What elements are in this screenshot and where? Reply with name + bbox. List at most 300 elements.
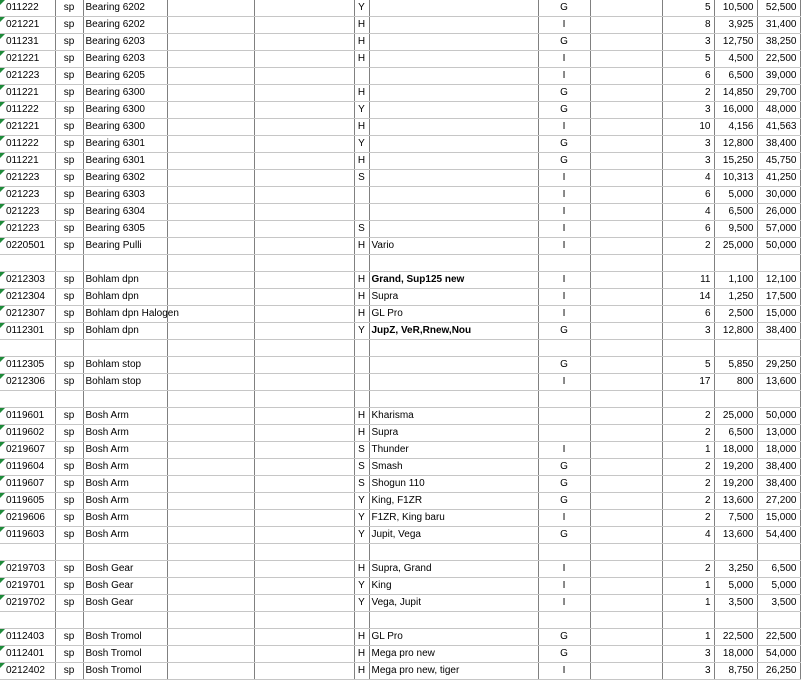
type-cell[interactable]: sp	[55, 459, 83, 476]
model-cell[interactable]	[369, 85, 538, 102]
item-name-cell[interactable]: Bearing 6302	[83, 170, 167, 187]
empty-cell[interactable]	[254, 221, 354, 238]
model-cell[interactable]	[369, 374, 538, 391]
item-code-cell[interactable]	[0, 0, 55, 17]
item-name-cell[interactable]: Bohlam dpn	[83, 272, 167, 289]
empty-cell[interactable]	[590, 34, 662, 51]
empty-cell[interactable]	[167, 595, 254, 612]
empty-cell[interactable]	[167, 0, 254, 17]
empty-cell[interactable]	[167, 425, 254, 442]
empty-cell[interactable]	[254, 306, 354, 323]
quantity-cell[interactable]: 17	[662, 374, 714, 391]
item-code-cell[interactable]	[0, 374, 55, 391]
price-cell[interactable]: 7,500	[714, 510, 757, 527]
model-cell[interactable]	[369, 544, 538, 561]
empty-cell[interactable]	[590, 0, 662, 17]
group-cell[interactable]: G	[538, 493, 590, 510]
item-code-cell[interactable]	[0, 493, 55, 510]
item-name-cell[interactable]: Bearing 6301	[83, 136, 167, 153]
empty-cell[interactable]	[590, 578, 662, 595]
quantity-cell[interactable]: 2	[662, 493, 714, 510]
empty-cell[interactable]	[254, 493, 354, 510]
price-cell[interactable]	[714, 391, 757, 408]
price-cell[interactable]: 25,000	[714, 408, 757, 425]
brand-code-cell[interactable]: H	[354, 663, 369, 680]
group-cell[interactable]: I	[538, 238, 590, 255]
price-cell[interactable]: 22,500	[714, 629, 757, 646]
empty-cell[interactable]	[590, 442, 662, 459]
price-cell[interactable]	[714, 255, 757, 272]
item-code-cell[interactable]	[0, 663, 55, 680]
item-name-cell[interactable]	[83, 255, 167, 272]
brand-code-cell[interactable]	[354, 68, 369, 85]
brand-code-cell[interactable]	[354, 255, 369, 272]
item-name-cell[interactable]: Bosh Gear	[83, 595, 167, 612]
empty-cell[interactable]	[254, 510, 354, 527]
empty-cell[interactable]	[167, 17, 254, 34]
item-code-cell[interactable]	[0, 612, 55, 629]
price-cell[interactable]: 19,200	[714, 459, 757, 476]
quantity-cell[interactable]: 5	[662, 51, 714, 68]
item-name-cell[interactable]: Bosh Arm	[83, 442, 167, 459]
empty-cell[interactable]	[167, 34, 254, 51]
brand-code-cell[interactable]: H	[354, 289, 369, 306]
empty-cell[interactable]	[590, 646, 662, 663]
type-cell[interactable]: sp	[55, 442, 83, 459]
empty-cell[interactable]	[254, 646, 354, 663]
item-code-cell[interactable]	[0, 306, 55, 323]
type-cell[interactable]: sp	[55, 306, 83, 323]
group-cell[interactable]: G	[538, 646, 590, 663]
item-name-cell[interactable]: Bearing 6304	[83, 204, 167, 221]
empty-cell[interactable]	[167, 119, 254, 136]
item-code-cell[interactable]	[0, 340, 55, 357]
model-cell[interactable]	[369, 612, 538, 629]
group-cell[interactable]: I	[538, 510, 590, 527]
quantity-cell[interactable]: 11	[662, 272, 714, 289]
total-cell[interactable]: 54,400	[757, 527, 800, 544]
brand-code-cell[interactable]	[354, 612, 369, 629]
empty-cell[interactable]	[590, 527, 662, 544]
quantity-cell[interactable]: 2	[662, 561, 714, 578]
empty-cell[interactable]	[590, 323, 662, 340]
type-cell[interactable]: sp	[55, 595, 83, 612]
empty-cell[interactable]	[590, 136, 662, 153]
total-cell[interactable]: 30,000	[757, 187, 800, 204]
item-code-cell[interactable]	[0, 221, 55, 238]
brand-code-cell[interactable]: H	[354, 408, 369, 425]
item-code-cell[interactable]	[0, 85, 55, 102]
quantity-cell[interactable]: 4	[662, 204, 714, 221]
empty-cell[interactable]	[167, 187, 254, 204]
model-cell[interactable]: Mega pro new, tiger	[369, 663, 538, 680]
quantity-cell[interactable]: 6	[662, 221, 714, 238]
empty-cell[interactable]	[167, 442, 254, 459]
item-name-cell[interactable]: Bohlam dpn Halogen	[83, 306, 167, 323]
group-cell[interactable]: I	[538, 17, 590, 34]
total-cell[interactable]: 5,000	[757, 578, 800, 595]
type-cell[interactable]: sp	[55, 51, 83, 68]
type-cell[interactable]: sp	[55, 102, 83, 119]
quantity-cell[interactable]: 2	[662, 425, 714, 442]
type-cell[interactable]: sp	[55, 119, 83, 136]
model-cell[interactable]: Vario	[369, 238, 538, 255]
empty-cell[interactable]	[590, 119, 662, 136]
type-cell[interactable]: sp	[55, 408, 83, 425]
price-cell[interactable]: 2,500	[714, 306, 757, 323]
type-cell[interactable]: sp	[55, 187, 83, 204]
group-cell[interactable]: G	[538, 459, 590, 476]
quantity-cell[interactable]: 1	[662, 629, 714, 646]
item-code-cell[interactable]	[0, 595, 55, 612]
empty-cell[interactable]	[254, 578, 354, 595]
item-code-cell[interactable]	[0, 119, 55, 136]
group-cell[interactable]: I	[538, 221, 590, 238]
brand-code-cell[interactable]: H	[354, 51, 369, 68]
item-code-cell[interactable]	[0, 459, 55, 476]
total-cell[interactable]: 27,200	[757, 493, 800, 510]
model-cell[interactable]: Smash	[369, 459, 538, 476]
brand-code-cell[interactable]: H	[354, 425, 369, 442]
item-code-cell[interactable]	[0, 323, 55, 340]
empty-cell[interactable]	[590, 629, 662, 646]
quantity-cell[interactable]: 4	[662, 527, 714, 544]
model-cell[interactable]	[369, 34, 538, 51]
total-cell[interactable]: 13,600	[757, 374, 800, 391]
price-cell[interactable]: 5,000	[714, 578, 757, 595]
model-cell[interactable]	[369, 17, 538, 34]
item-name-cell[interactable]: Bearing 6300	[83, 102, 167, 119]
group-cell[interactable]: G	[538, 136, 590, 153]
empty-cell[interactable]	[254, 442, 354, 459]
total-cell[interactable]: 38,400	[757, 459, 800, 476]
type-cell[interactable]: sp	[55, 136, 83, 153]
total-cell[interactable]: 12,100	[757, 272, 800, 289]
model-cell[interactable]: Supra	[369, 425, 538, 442]
quantity-cell[interactable]: 3	[662, 663, 714, 680]
quantity-cell[interactable]: 8	[662, 17, 714, 34]
empty-cell[interactable]	[167, 629, 254, 646]
total-cell[interactable]: 13,000	[757, 425, 800, 442]
brand-code-cell[interactable]	[354, 544, 369, 561]
model-cell[interactable]	[369, 102, 538, 119]
brand-code-cell[interactable]: H	[354, 85, 369, 102]
type-cell[interactable]: sp	[55, 374, 83, 391]
total-cell[interactable]: 38,400	[757, 136, 800, 153]
total-cell[interactable]: 18,000	[757, 442, 800, 459]
empty-cell[interactable]	[167, 136, 254, 153]
empty-cell[interactable]	[254, 51, 354, 68]
item-name-cell[interactable]	[83, 340, 167, 357]
group-cell[interactable]: I	[538, 578, 590, 595]
empty-cell[interactable]	[254, 340, 354, 357]
empty-cell[interactable]	[590, 187, 662, 204]
price-cell[interactable]: 13,600	[714, 493, 757, 510]
price-cell[interactable]: 5,000	[714, 187, 757, 204]
item-name-cell[interactable]: Bosh Arm	[83, 425, 167, 442]
price-cell[interactable]	[714, 612, 757, 629]
empty-cell[interactable]	[590, 493, 662, 510]
brand-code-cell[interactable]: H	[354, 629, 369, 646]
empty-cell[interactable]	[167, 238, 254, 255]
brand-code-cell[interactable]: H	[354, 153, 369, 170]
price-cell[interactable]: 15,250	[714, 153, 757, 170]
empty-cell[interactable]	[167, 340, 254, 357]
empty-cell[interactable]	[254, 289, 354, 306]
price-cell[interactable]: 3,500	[714, 595, 757, 612]
empty-cell[interactable]	[590, 306, 662, 323]
type-cell[interactable]: sp	[55, 153, 83, 170]
price-cell[interactable]: 12,750	[714, 34, 757, 51]
type-cell[interactable]	[55, 391, 83, 408]
empty-cell[interactable]	[254, 459, 354, 476]
brand-code-cell[interactable]: H	[354, 561, 369, 578]
empty-cell[interactable]	[254, 629, 354, 646]
type-cell[interactable]: sp	[55, 476, 83, 493]
brand-code-cell[interactable]	[354, 187, 369, 204]
empty-cell[interactable]	[167, 561, 254, 578]
item-name-cell[interactable]: Bosh Gear	[83, 578, 167, 595]
model-cell[interactable]	[369, 391, 538, 408]
empty-cell[interactable]	[254, 238, 354, 255]
item-code-cell[interactable]	[0, 204, 55, 221]
item-code-cell[interactable]	[0, 153, 55, 170]
empty-cell[interactable]	[590, 340, 662, 357]
price-cell[interactable]: 13,600	[714, 527, 757, 544]
empty-cell[interactable]	[254, 187, 354, 204]
brand-code-cell[interactable]: Y	[354, 578, 369, 595]
price-cell[interactable]: 14,850	[714, 85, 757, 102]
empty-cell[interactable]	[254, 204, 354, 221]
total-cell[interactable]: 15,000	[757, 306, 800, 323]
model-cell[interactable]	[369, 0, 538, 17]
empty-cell[interactable]	[167, 102, 254, 119]
price-cell[interactable]: 5,850	[714, 357, 757, 374]
empty-cell[interactable]	[167, 612, 254, 629]
type-cell[interactable]	[55, 612, 83, 629]
brand-code-cell[interactable]: Y	[354, 102, 369, 119]
item-code-cell[interactable]	[0, 391, 55, 408]
empty-cell[interactable]	[590, 170, 662, 187]
empty-cell[interactable]	[254, 170, 354, 187]
group-cell[interactable]: G	[538, 0, 590, 17]
empty-cell[interactable]	[167, 374, 254, 391]
empty-cell[interactable]	[254, 357, 354, 374]
empty-cell[interactable]	[167, 68, 254, 85]
quantity-cell[interactable]: 3	[662, 323, 714, 340]
quantity-cell[interactable]: 1	[662, 442, 714, 459]
total-cell[interactable]: 38,400	[757, 476, 800, 493]
price-cell[interactable]: 1,100	[714, 272, 757, 289]
type-cell[interactable]	[55, 544, 83, 561]
item-code-cell[interactable]	[0, 476, 55, 493]
item-code-cell[interactable]	[0, 578, 55, 595]
group-cell[interactable]: G	[538, 323, 590, 340]
brand-code-cell[interactable]: H	[354, 17, 369, 34]
price-cell[interactable]: 16,000	[714, 102, 757, 119]
empty-cell[interactable]	[254, 663, 354, 680]
price-cell[interactable]: 6,500	[714, 425, 757, 442]
empty-cell[interactable]	[167, 527, 254, 544]
empty-cell[interactable]	[590, 272, 662, 289]
empty-cell[interactable]	[254, 153, 354, 170]
total-cell[interactable]	[757, 255, 800, 272]
type-cell[interactable]: sp	[55, 68, 83, 85]
empty-cell[interactable]	[590, 663, 662, 680]
quantity-cell[interactable]: 14	[662, 289, 714, 306]
item-name-cell[interactable]: Bosh Tromol	[83, 629, 167, 646]
empty-cell[interactable]	[167, 255, 254, 272]
group-cell[interactable]: G	[538, 153, 590, 170]
quantity-cell[interactable]: 2	[662, 238, 714, 255]
brand-code-cell[interactable]: S	[354, 221, 369, 238]
item-code-cell[interactable]	[0, 136, 55, 153]
empty-cell[interactable]	[167, 323, 254, 340]
type-cell[interactable]: sp	[55, 493, 83, 510]
quantity-cell[interactable]: 2	[662, 476, 714, 493]
group-cell[interactable]: G	[538, 629, 590, 646]
empty-cell[interactable]	[167, 663, 254, 680]
empty-cell[interactable]	[254, 391, 354, 408]
total-cell[interactable]	[757, 612, 800, 629]
quantity-cell[interactable]: 6	[662, 68, 714, 85]
price-cell[interactable]: 3,250	[714, 561, 757, 578]
price-cell[interactable]: 1,250	[714, 289, 757, 306]
empty-cell[interactable]	[590, 476, 662, 493]
total-cell[interactable]: 17,500	[757, 289, 800, 306]
group-cell[interactable]	[538, 612, 590, 629]
type-cell[interactable]: sp	[55, 204, 83, 221]
quantity-cell[interactable]: 5	[662, 357, 714, 374]
type-cell[interactable]: sp	[55, 323, 83, 340]
total-cell[interactable]: 29,250	[757, 357, 800, 374]
type-cell[interactable]: sp	[55, 578, 83, 595]
model-cell[interactable]: Mega pro new	[369, 646, 538, 663]
model-cell[interactable]: Vega, Jupit	[369, 595, 538, 612]
model-cell[interactable]: GL Pro	[369, 306, 538, 323]
quantity-cell[interactable]: 4	[662, 170, 714, 187]
total-cell[interactable]: 50,000	[757, 408, 800, 425]
price-cell[interactable]: 800	[714, 374, 757, 391]
type-cell[interactable]	[55, 255, 83, 272]
model-cell[interactable]	[369, 340, 538, 357]
price-cell[interactable]: 19,200	[714, 476, 757, 493]
total-cell[interactable]: 48,000	[757, 102, 800, 119]
empty-cell[interactable]	[167, 306, 254, 323]
empty-cell[interactable]	[167, 204, 254, 221]
brand-code-cell[interactable]	[354, 204, 369, 221]
empty-cell[interactable]	[590, 544, 662, 561]
quantity-cell[interactable]: 10	[662, 119, 714, 136]
brand-code-cell[interactable]: H	[354, 238, 369, 255]
item-name-cell[interactable]: Bearing 6305	[83, 221, 167, 238]
empty-cell[interactable]	[590, 255, 662, 272]
brand-code-cell[interactable]: Y	[354, 323, 369, 340]
group-cell[interactable]: G	[538, 102, 590, 119]
item-name-cell[interactable]: Bohlam stop	[83, 374, 167, 391]
item-code-cell[interactable]	[0, 34, 55, 51]
empty-cell[interactable]	[254, 136, 354, 153]
empty-cell[interactable]	[254, 17, 354, 34]
empty-cell[interactable]	[590, 102, 662, 119]
empty-cell[interactable]	[590, 595, 662, 612]
group-cell[interactable]: I	[538, 374, 590, 391]
empty-cell[interactable]	[590, 238, 662, 255]
empty-cell[interactable]	[167, 646, 254, 663]
price-cell[interactable]: 4,156	[714, 119, 757, 136]
group-cell[interactable]: G	[538, 527, 590, 544]
empty-cell[interactable]	[590, 17, 662, 34]
group-cell[interactable]: I	[538, 68, 590, 85]
group-cell[interactable]: I	[538, 170, 590, 187]
price-cell[interactable]: 25,000	[714, 238, 757, 255]
quantity-cell[interactable]: 1	[662, 595, 714, 612]
empty-cell[interactable]	[590, 408, 662, 425]
group-cell[interactable]	[538, 255, 590, 272]
model-cell[interactable]	[369, 204, 538, 221]
empty-cell[interactable]	[167, 272, 254, 289]
group-cell[interactable]: I	[538, 289, 590, 306]
quantity-cell[interactable]	[662, 612, 714, 629]
model-cell[interactable]: JupZ, VeR,Rnew,Nou	[369, 323, 538, 340]
total-cell[interactable]: 39,000	[757, 68, 800, 85]
type-cell[interactable]	[55, 340, 83, 357]
brand-code-cell[interactable]	[354, 374, 369, 391]
total-cell[interactable]: 29,700	[757, 85, 800, 102]
brand-code-cell[interactable]: S	[354, 442, 369, 459]
empty-cell[interactable]	[167, 459, 254, 476]
empty-cell[interactable]	[254, 255, 354, 272]
item-name-cell[interactable]: Bosh Arm	[83, 408, 167, 425]
type-cell[interactable]: sp	[55, 527, 83, 544]
quantity-cell[interactable]: 1	[662, 578, 714, 595]
group-cell[interactable]	[538, 425, 590, 442]
brand-code-cell[interactable]: Y	[354, 136, 369, 153]
type-cell[interactable]: sp	[55, 646, 83, 663]
item-name-cell[interactable]: Bearing 6300	[83, 85, 167, 102]
empty-cell[interactable]	[167, 170, 254, 187]
model-cell[interactable]: Grand, Sup125 new	[369, 272, 538, 289]
model-cell[interactable]: King	[369, 578, 538, 595]
quantity-cell[interactable]: 3	[662, 102, 714, 119]
quantity-cell[interactable]: 2	[662, 85, 714, 102]
type-cell[interactable]: sp	[55, 34, 83, 51]
total-cell[interactable]: 6,500	[757, 561, 800, 578]
model-cell[interactable]	[369, 255, 538, 272]
item-code-cell[interactable]	[0, 187, 55, 204]
item-code-cell[interactable]	[0, 272, 55, 289]
total-cell[interactable]: 57,000	[757, 221, 800, 238]
price-cell[interactable]: 6,500	[714, 68, 757, 85]
item-name-cell[interactable]	[83, 544, 167, 561]
empty-cell[interactable]	[167, 51, 254, 68]
price-cell[interactable]: 6,500	[714, 204, 757, 221]
empty-cell[interactable]	[254, 408, 354, 425]
empty-cell[interactable]	[167, 153, 254, 170]
empty-cell[interactable]	[254, 612, 354, 629]
empty-cell[interactable]	[590, 68, 662, 85]
empty-cell[interactable]	[590, 221, 662, 238]
price-cell[interactable]: 18,000	[714, 442, 757, 459]
empty-cell[interactable]	[254, 561, 354, 578]
empty-cell[interactable]	[590, 391, 662, 408]
group-cell[interactable]: I	[538, 306, 590, 323]
total-cell[interactable]: 31,400	[757, 17, 800, 34]
total-cell[interactable]: 15,000	[757, 510, 800, 527]
brand-code-cell[interactable]: H	[354, 306, 369, 323]
empty-cell[interactable]	[254, 595, 354, 612]
brand-code-cell[interactable]: H	[354, 119, 369, 136]
